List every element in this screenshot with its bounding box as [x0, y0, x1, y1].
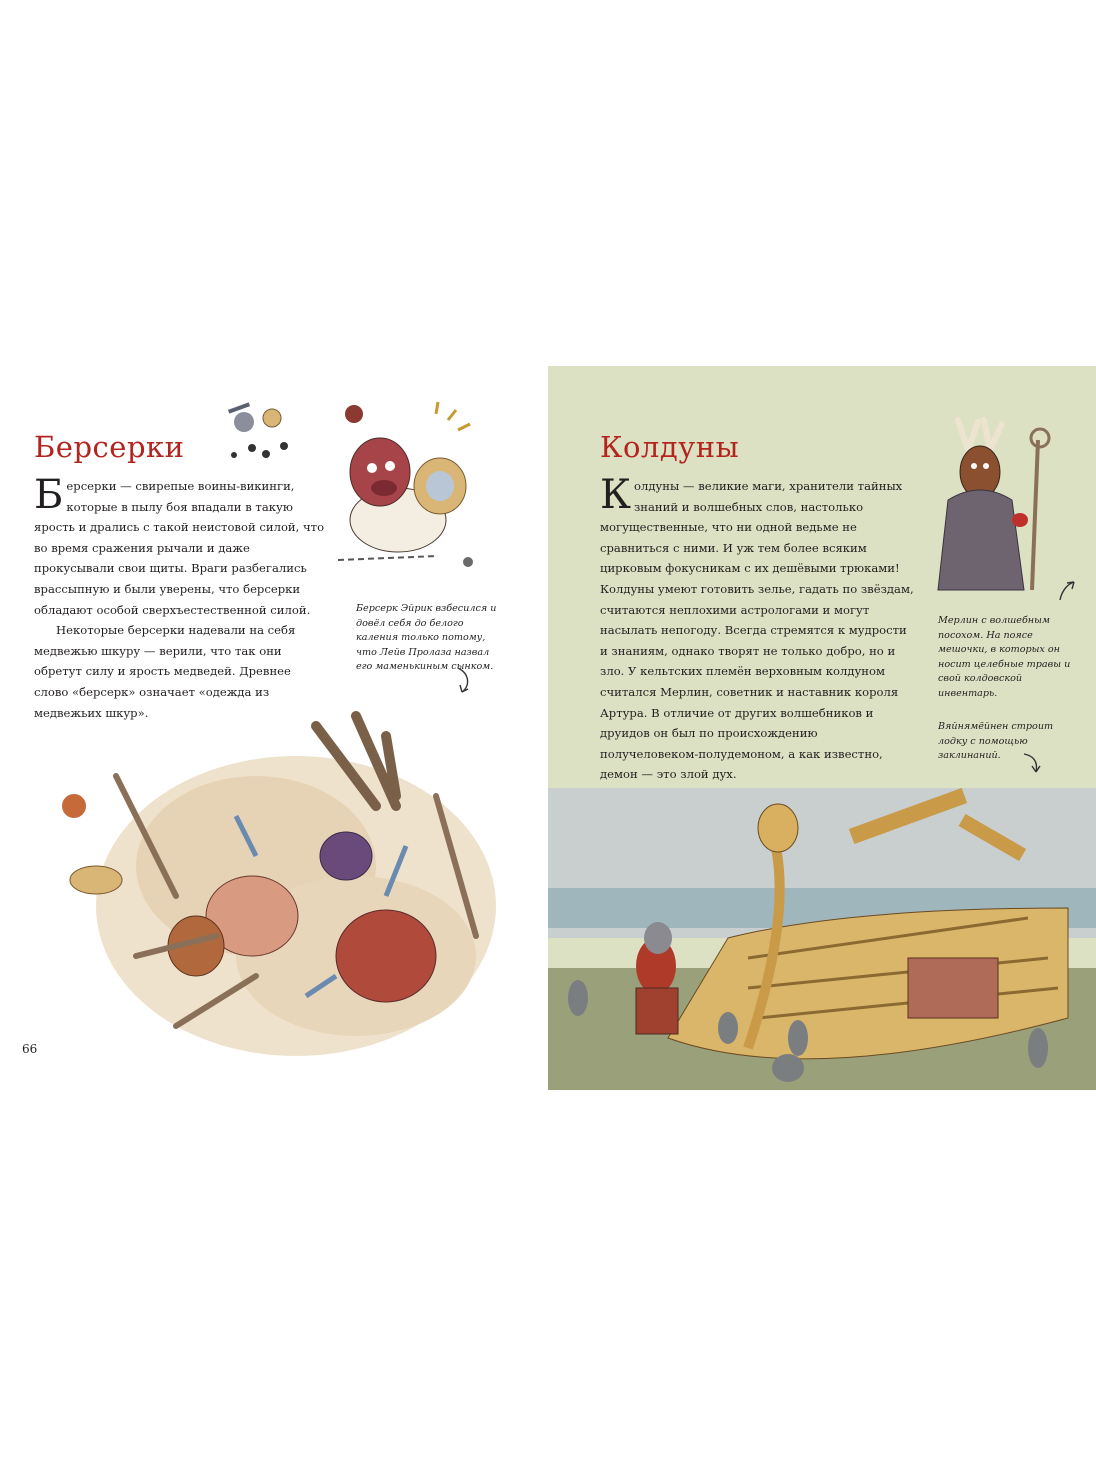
- right-dropcap: К: [600, 472, 631, 518]
- left-body-text: [34, 472, 326, 723]
- left-caption: Берсерк Эйрик взбесился и довёл себя до белого каления только потому, что Лейв Пролаза назвал его маменькиным сынком.: [356, 603, 497, 672]
- curved-arrow-icon: [452, 666, 476, 696]
- small-fighting-illustration: [214, 400, 304, 470]
- right-title: Колдуны: [600, 430, 740, 464]
- left-page: [0, 366, 548, 1090]
- left-title: Берсерки: [34, 430, 185, 464]
- berserk-eirik-illustration: [328, 400, 478, 580]
- left-paragraph-1: ерсерки — свирепые воины-викинги, которые в пылу боя впадали в такую ярость и дрались с такой неистовой силой, что во время сражения рычали и даже прокусывали свои щиты. Враги разбегались врассыпную и были уверены, что берсерки обладают особой сверхъестественной силой.: [34, 479, 325, 617]
- right-paragraph-1: олдуны — великие маги, хранители тайных знаний и волшебных слов, настолько могущественные, что ни одной ведьме не сравниться с ними. И уж тем более всяким цирковым фокусникам с их дешёвыми трюками! Колдуны умеют готовить зелье, гадать по звёздам, считаются неплохими астрологами и могут насылать непогоду. Всегда стремятся к мудрости и знаниям, однако творят не только добро, но и зло. У кельтских племён верховным колдуном считался Мерлин, советник и наставник короля Артура. В отличие от других волшебников и друидов он был по происхождению получеловеком-полудемоном, а как известно, демон — это злой дух.: [600, 479, 914, 782]
- merlin-illustration: [928, 410, 1068, 600]
- right-page: [548, 366, 1096, 1090]
- vainamoinen-caption: Вяйнямёйнен строит лодку с помощью заклинаний.: [938, 721, 1054, 761]
- merlin-caption: Мерлин с волшебным посохом. На поясе мешочки, в которых он носит целебные травы и свой колдовской инвентарь.: [938, 615, 1071, 699]
- boat-building-illustration: [548, 788, 1096, 1090]
- left-paragraph-2: Некоторые берсерки надевали на себя медвежью шкуру — верили, что так они обретут силу и ярость медведей. Древнее слово «берсерк» означает «одежда из медвежьих шкур».: [34, 623, 296, 720]
- down-arrow-icon: [1020, 750, 1044, 776]
- book-spread: [0, 366, 1096, 1090]
- left-dropcap: Б: [34, 472, 64, 518]
- up-arrow-icon: [1054, 578, 1078, 604]
- page-number: 66: [22, 1042, 38, 1056]
- berserk-battle-illustration: [56, 696, 516, 1076]
